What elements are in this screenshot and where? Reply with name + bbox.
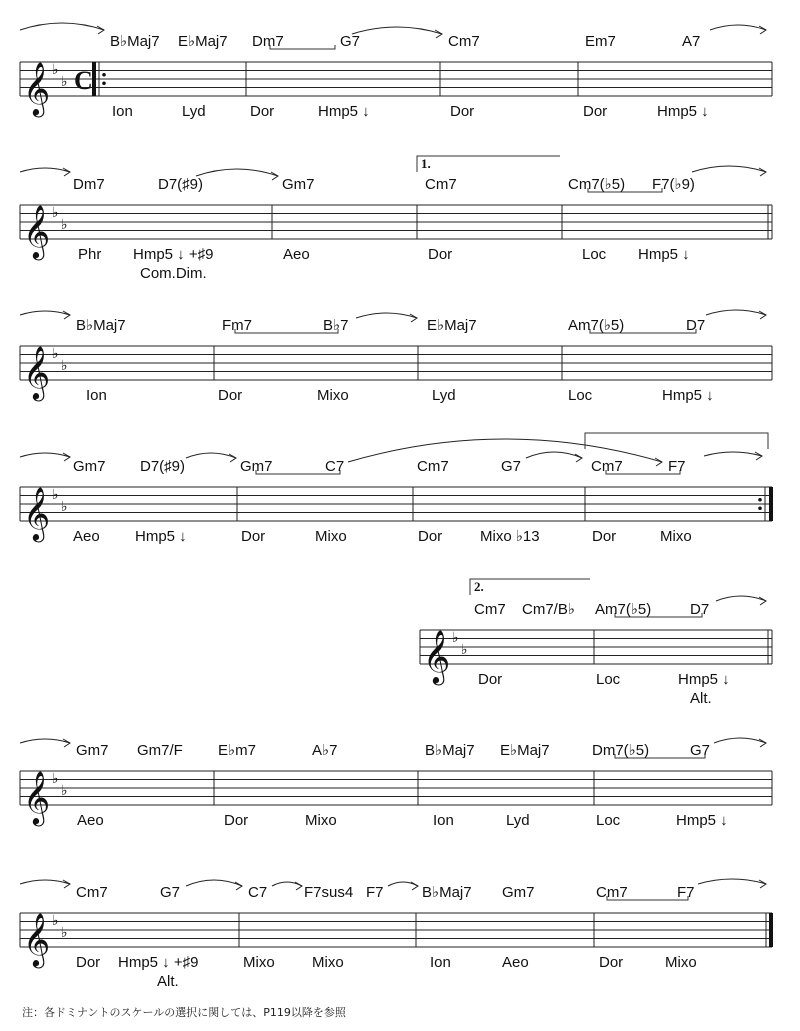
treble-clef: 𝄞	[23, 770, 51, 824]
chord-symbol: Cm7	[425, 176, 457, 193]
repeat-dot	[758, 498, 762, 502]
scale-label: Dor	[76, 954, 101, 971]
scale-label: Dor	[592, 528, 617, 545]
chord-symbol: F7(♭9)	[652, 176, 695, 193]
chord-symbol: B♭7	[323, 317, 349, 334]
chord-symbol: D7	[686, 317, 706, 334]
key-signature-flat: ♭	[452, 630, 459, 646]
scale-label: Alt.	[690, 690, 712, 707]
scale-label: Dor	[583, 103, 608, 120]
scale-label: Loc	[568, 387, 593, 404]
chord-symbol: Am7(♭5)	[568, 317, 625, 334]
chord-symbol: Dm7(♭5)	[592, 742, 650, 759]
scale-label: Hmp5 ↓	[678, 671, 730, 688]
scale-label: Aeo	[502, 954, 529, 971]
resolution-arrow	[20, 23, 104, 30]
scale-label: Loc	[596, 812, 621, 829]
treble-clef: 𝄞	[23, 204, 51, 258]
resolution-arrow	[710, 25, 766, 30]
resolution-arrow	[706, 310, 766, 315]
scale-label: Aeo	[73, 528, 100, 545]
repeat-dot	[102, 73, 106, 77]
chord-symbol: D7(♯9)	[140, 458, 186, 475]
scale-label: Loc	[582, 246, 607, 263]
scale-label: Dor	[478, 671, 503, 688]
scale-label: Hmp5 ↓	[135, 528, 187, 545]
scale-label: Lyd	[432, 387, 456, 404]
repeat-end-barline	[769, 487, 773, 521]
scale-label: Mixo	[315, 528, 347, 545]
ending-bracket	[470, 579, 590, 595]
chord-symbol: F7	[668, 458, 686, 475]
chord-symbol: Dm7	[252, 33, 284, 50]
chord-symbol: D7(♯9)	[158, 176, 204, 193]
key-signature-flat: ♭	[61, 925, 68, 941]
chord-symbol: F7sus4	[304, 884, 354, 901]
chord-symbol: Gm7	[76, 742, 109, 759]
chord-symbol: G7	[340, 33, 361, 50]
chord-symbol: Gm7	[502, 884, 535, 901]
chord-symbol: G7	[501, 458, 522, 475]
chord-symbol: Cm7/B♭	[522, 601, 575, 618]
chord-symbol: E♭Maj7	[427, 317, 477, 334]
chord-symbol: C7	[248, 884, 268, 901]
treble-clef: 𝄞	[23, 486, 51, 540]
resolution-arrow	[352, 27, 442, 34]
chord-symbol: B♭Maj7	[425, 742, 475, 759]
chord-symbol: F7	[677, 884, 695, 901]
chord-symbol: Dm7	[73, 176, 105, 193]
score-text	[23, 33, 730, 990]
scale-label: Dor	[218, 387, 243, 404]
chord-symbol: Cm7	[474, 601, 506, 618]
scale-label: Dor	[428, 246, 453, 263]
treble-clef: 𝄞	[23, 61, 51, 115]
footnote: 注：各ドミナントのスケールの選択に関しては、P119以降を参照	[22, 1006, 346, 1019]
resolution-arrow	[20, 880, 70, 884]
scale-label: Hmp5 ↓ +♯9	[118, 954, 199, 971]
scale-label: Dor	[241, 528, 266, 545]
key-signature-flat: ♭	[461, 642, 468, 658]
resolution-arrow	[196, 169, 278, 176]
scale-label: Mixo	[312, 954, 344, 971]
resolution-arrow	[692, 166, 766, 172]
scale-label: Ion	[86, 387, 107, 404]
key-signature-flat: ♭	[52, 487, 59, 503]
repeat-dot	[758, 506, 762, 510]
resolution-arrow	[186, 453, 236, 458]
scale-label: Mixo	[317, 387, 349, 404]
ending-number: 1.	[421, 156, 431, 171]
scale-label: Dor	[250, 103, 275, 120]
staff-lines	[20, 62, 772, 947]
chord-symbol: Em7	[585, 33, 616, 50]
treble-clef: 𝄞	[23, 912, 51, 966]
chord-symbol: D7	[690, 601, 710, 618]
chord-symbol: F7	[366, 884, 384, 901]
resolution-arrow	[356, 313, 417, 318]
chord-symbol: B♭Maj7	[422, 884, 472, 901]
repeat-dot	[102, 81, 106, 85]
chord-symbol: Cm7	[76, 884, 108, 901]
chord-symbol: E♭Maj7	[500, 742, 550, 759]
scale-label: Hmp5 ↓	[657, 103, 709, 120]
resolution-arrow	[704, 452, 762, 456]
resolution-arrow	[20, 739, 70, 743]
resolution-arrows	[20, 23, 766, 890]
chord-symbol: E♭Maj7	[178, 33, 228, 50]
chord-symbol: Fm7	[222, 317, 252, 334]
scale-label: Dor	[224, 812, 249, 829]
scale-label: Dor	[418, 528, 443, 545]
key-signature-flat: ♭	[61, 499, 68, 515]
chord-symbol: B♭Maj7	[76, 317, 126, 334]
chord-symbol: Am7(♭5)	[595, 601, 652, 618]
key-signature-flat: ♭	[52, 205, 59, 221]
final-barline	[769, 913, 773, 947]
resolution-arrow	[526, 452, 582, 458]
ending-bracket	[585, 433, 768, 449]
chord-symbol: G7	[690, 742, 711, 759]
scale-label: Hmp5 ↓ +♯9	[133, 246, 214, 263]
scale-label: Lyd	[182, 103, 206, 120]
scale-label: Hmp5 ↓	[638, 246, 690, 263]
chord-symbol: E♭m7	[218, 742, 256, 759]
key-signature-flat: ♭	[52, 771, 59, 787]
scale-label: Ion	[112, 103, 133, 120]
resolution-arrow	[716, 596, 766, 601]
key-signature-flat: ♭	[61, 783, 68, 799]
chord-symbol: Gm7	[73, 458, 106, 475]
key-signature-flat: ♭	[52, 346, 59, 362]
key-signature-flat: ♭	[61, 217, 68, 233]
scale-label: Dor	[450, 103, 475, 120]
key-signature-flat: ♭	[52, 913, 59, 929]
scale-label: Dor	[599, 954, 624, 971]
chord-symbol: Gm7	[282, 176, 315, 193]
key-signature-flat: ♭	[61, 74, 68, 90]
chord-symbol: B♭Maj7	[110, 33, 160, 50]
chord-symbol: Cm7	[596, 884, 628, 901]
chord-symbol: Cm7(♭5)	[568, 176, 626, 193]
scale-label: Loc	[596, 671, 621, 688]
chord-symbol: Gm7/F	[137, 742, 183, 759]
chord-symbol: Cm7	[591, 458, 623, 475]
scale-label: Mixo	[660, 528, 692, 545]
scale-label: Ion	[430, 954, 451, 971]
ending-number: 2.	[474, 579, 484, 594]
chord-symbol: G7	[160, 884, 181, 901]
resolution-arrow	[20, 311, 70, 315]
scale-label: Mixo	[665, 954, 697, 971]
scale-label: Hmp5 ↓	[662, 387, 714, 404]
resolution-arrow	[20, 168, 70, 172]
scale-label: Alt.	[157, 973, 179, 990]
time-signature: C	[74, 66, 93, 95]
chord-symbol: C7	[325, 458, 345, 475]
scale-label: Mixo ♭13	[480, 528, 540, 545]
scale-label: Mixo	[305, 812, 337, 829]
resolution-arrow	[20, 453, 70, 457]
chord-symbol: Gm7	[240, 458, 273, 475]
treble-clef: 𝄞	[23, 345, 51, 399]
scale-label: Phr	[78, 246, 102, 263]
scale-label: Hmp5 ↓	[318, 103, 370, 120]
chord-symbol: Cm7	[448, 33, 480, 50]
scale-label: Com.Dim.	[140, 265, 207, 282]
key-signature-flat: ♭	[61, 358, 68, 374]
ending-bracket	[417, 156, 560, 172]
chord-symbol: Cm7	[417, 458, 449, 475]
scale-label: Hmp5 ↓	[676, 812, 728, 829]
scale-label: Aeo	[283, 246, 310, 263]
chord-symbol: A♭7	[312, 742, 338, 759]
resolution-arrow	[714, 738, 766, 743]
scale-label: Aeo	[77, 812, 104, 829]
resolution-arrow	[698, 879, 766, 884]
scale-label: Mixo	[243, 954, 275, 971]
scale-label: Lyd	[506, 812, 530, 829]
key-signature-flat: ♭	[52, 62, 59, 78]
chord-symbol: A7	[682, 33, 701, 50]
treble-clef: 𝄞	[423, 629, 451, 683]
scale-label: Ion	[433, 812, 454, 829]
resolution-arrow	[186, 880, 242, 886]
